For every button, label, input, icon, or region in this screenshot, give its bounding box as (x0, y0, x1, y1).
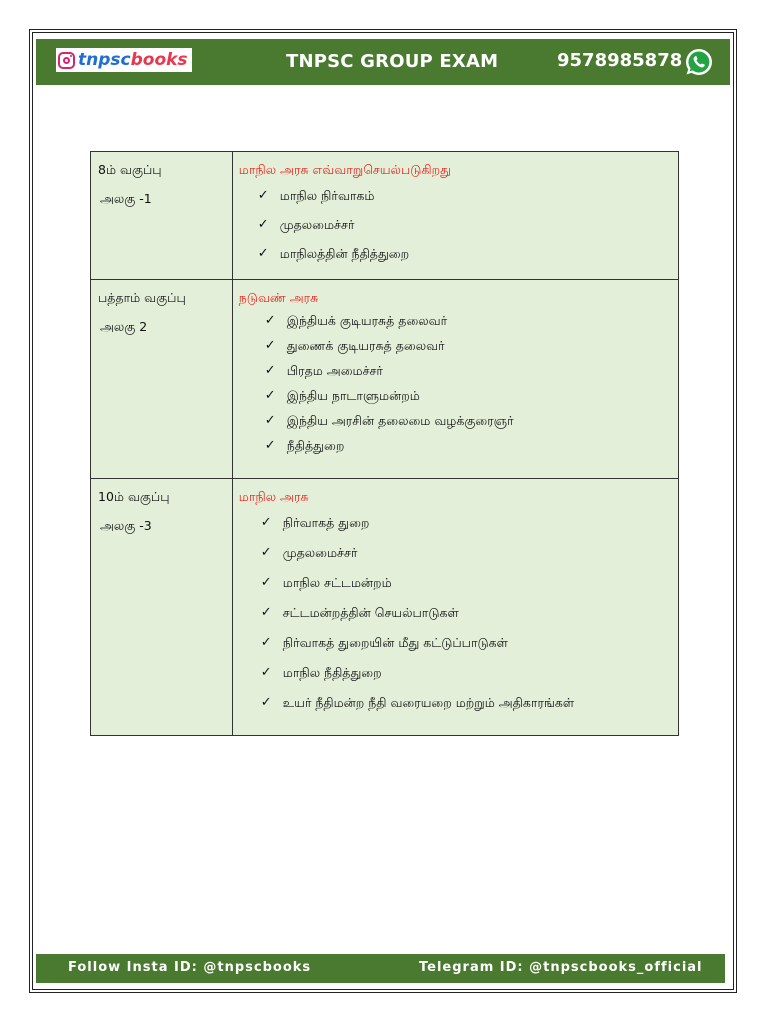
list-item (261, 605, 678, 622)
topic-text: மாநில நிர்வாகம் (279, 188, 375, 203)
footer-banner (36, 954, 725, 983)
list-item (258, 217, 678, 234)
footer-telegram-id: Telegram ID: @tnpscbooks_official (419, 960, 703, 975)
topic-text: முதலமைச்சர் (282, 545, 358, 560)
check-icon: ✓ (260, 695, 272, 710)
topic-text: மாநில சட்டமன்றம் (282, 575, 392, 590)
unit-label: அலகு 2 (100, 319, 148, 334)
list-item (265, 338, 678, 355)
header-title: TNPSC GROUP EXAM (286, 51, 499, 72)
check-icon: ✓ (260, 635, 272, 650)
topic-text: உயர் நீதிமன்ற நீதி வரையறை மற்றும் அதிகாரங்கள் (282, 695, 575, 710)
table-row (91, 280, 679, 479)
topic-text: நீதித்துறை (286, 438, 345, 453)
list-item (261, 635, 678, 652)
unit-cell (91, 479, 233, 736)
topics-cell (232, 152, 678, 280)
table-row (91, 479, 679, 736)
unit-label: அலகு -1 (100, 191, 152, 206)
check-icon: ✓ (264, 313, 276, 328)
check-icon: ✓ (264, 438, 276, 453)
check-icon: ✓ (260, 605, 272, 620)
phone-number: 9578985878 (557, 50, 683, 71)
logo-text-part2: books (130, 50, 188, 70)
check-icon: ✓ (260, 665, 272, 680)
class-label: பத்தாம் வகுப்பு (98, 290, 186, 305)
class-label: 10ம் வகுப்பு (98, 489, 170, 504)
list-item (265, 413, 678, 430)
check-icon: ✓ (257, 217, 269, 232)
topic-text: மாநில நீதித்துறை (282, 665, 382, 680)
check-icon: ✓ (257, 246, 269, 261)
section-title: நடுவண் அரசு (238, 290, 319, 305)
list-item (265, 388, 678, 405)
check-icon: ✓ (264, 363, 276, 378)
check-icon: ✓ (260, 545, 272, 560)
topic-list (233, 313, 678, 455)
topic-text: மாநிலத்தின் நீதித்துறை (279, 246, 410, 261)
unit-label: அலகு -3 (100, 518, 152, 533)
list-item (261, 575, 678, 592)
section-title: மாநில அரசு (238, 489, 309, 504)
check-icon: ✓ (260, 575, 272, 590)
topics-cell (232, 479, 678, 736)
class-label: 8ம் வகுப்பு (98, 162, 162, 177)
whatsapp-icon (683, 46, 715, 78)
check-icon: ✓ (264, 338, 276, 353)
topic-text: இந்திய அரசின் தலைமை வழக்குரைஞர் (286, 413, 514, 428)
logo-text-part1: tnpsc (78, 50, 131, 70)
topic-list (233, 188, 678, 263)
topic-list (233, 515, 678, 712)
header-banner (36, 39, 730, 85)
list-item (265, 438, 678, 455)
topic-text: பிரதம அமைச்சர் (286, 363, 383, 378)
topic-text: துணைக் குடியரசுத் தலைவர் (286, 338, 445, 353)
list-item (265, 313, 678, 330)
section-title: மாநில அரசு எவ்வாறுசெயல்படுகிறது (238, 162, 451, 177)
topic-text: இந்திய நாடாளுமன்றம் (286, 388, 420, 403)
list-item (258, 188, 678, 205)
instagram-icon (58, 52, 75, 69)
topic-text: நிர்வாகத் துறையின் மீது கட்டுப்பாடுகள் (282, 635, 508, 650)
list-item (261, 545, 678, 562)
check-icon: ✓ (260, 515, 272, 530)
topics-cell (232, 280, 678, 479)
unit-cell (91, 152, 233, 280)
footer-insta-id: Follow Insta ID: @tnpscbooks (68, 960, 312, 975)
list-item (265, 363, 678, 380)
list-item (258, 246, 678, 263)
topic-text: நிர்வாகத் துறை (282, 515, 370, 530)
list-item (261, 695, 678, 712)
topic-text: இந்தியக் குடியரசுத் தலைவர் (286, 313, 448, 328)
table-row (91, 152, 679, 280)
check-icon: ✓ (264, 413, 276, 428)
topic-text: சட்டமன்றத்தின் செயல்பாடுகள் (282, 605, 459, 620)
unit-cell (91, 280, 233, 479)
syllabus-table (90, 151, 679, 736)
brand-logo (56, 48, 192, 72)
check-icon: ✓ (257, 188, 269, 203)
topic-text: முதலமைச்சர் (279, 217, 355, 232)
check-icon: ✓ (264, 388, 276, 403)
list-item (261, 515, 678, 532)
list-item (261, 665, 678, 682)
